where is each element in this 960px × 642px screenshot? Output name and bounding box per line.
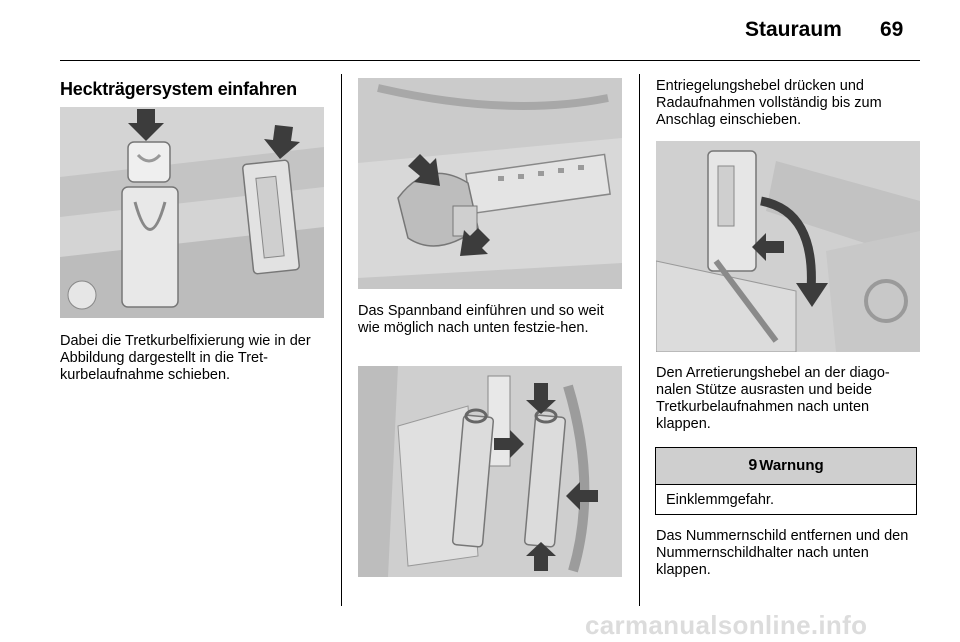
warning-triangle-icon: 9 bbox=[748, 457, 758, 474]
warning-box bbox=[655, 447, 917, 515]
header-divider bbox=[60, 60, 920, 61]
warning-header bbox=[656, 448, 916, 485]
column-divider-left bbox=[341, 74, 342, 606]
paragraph-strap: Das Spannband einführen und so weit wie möglich nach unten festzie-hen. bbox=[358, 303, 604, 336]
paragraph-release-lever: Entriegelungshebel drücken und Radaufnahmen vollständig bis zum Anschlag einschieben. bbox=[656, 78, 882, 128]
paragraph-license-plate: Das Nummernschild entfernen und den Nummernschildhalter nach unten klappen. bbox=[656, 528, 909, 578]
header-title: Stauraum bbox=[745, 18, 842, 41]
paragraph-crank-fixation: Dabei die Tretkurbelfixierung wie in der Abbildung dargestellt in die Tret-kurbelaufnahme schieben. bbox=[60, 333, 311, 383]
paragraph-locking-lever: Den Arretierungshebel an der diago-nalen Stütze ausrasten und beide Tretkurbelaufnahmen nach unten klappen. bbox=[656, 365, 890, 432]
page-number: 69 bbox=[880, 18, 904, 41]
figure-locking-lever bbox=[656, 141, 920, 352]
watermark: carmanualsonline.info bbox=[585, 610, 868, 640]
figure-crank-fixation bbox=[60, 107, 324, 318]
warning-text: Einklemmgefahr. bbox=[666, 492, 774, 508]
section-heading: Heckträgersystem einfahren bbox=[60, 79, 297, 99]
figure-wheel-mounts bbox=[358, 366, 622, 577]
warning-title: Warnung bbox=[759, 457, 824, 474]
figure-strap bbox=[358, 78, 622, 289]
column-divider-right bbox=[639, 74, 640, 606]
